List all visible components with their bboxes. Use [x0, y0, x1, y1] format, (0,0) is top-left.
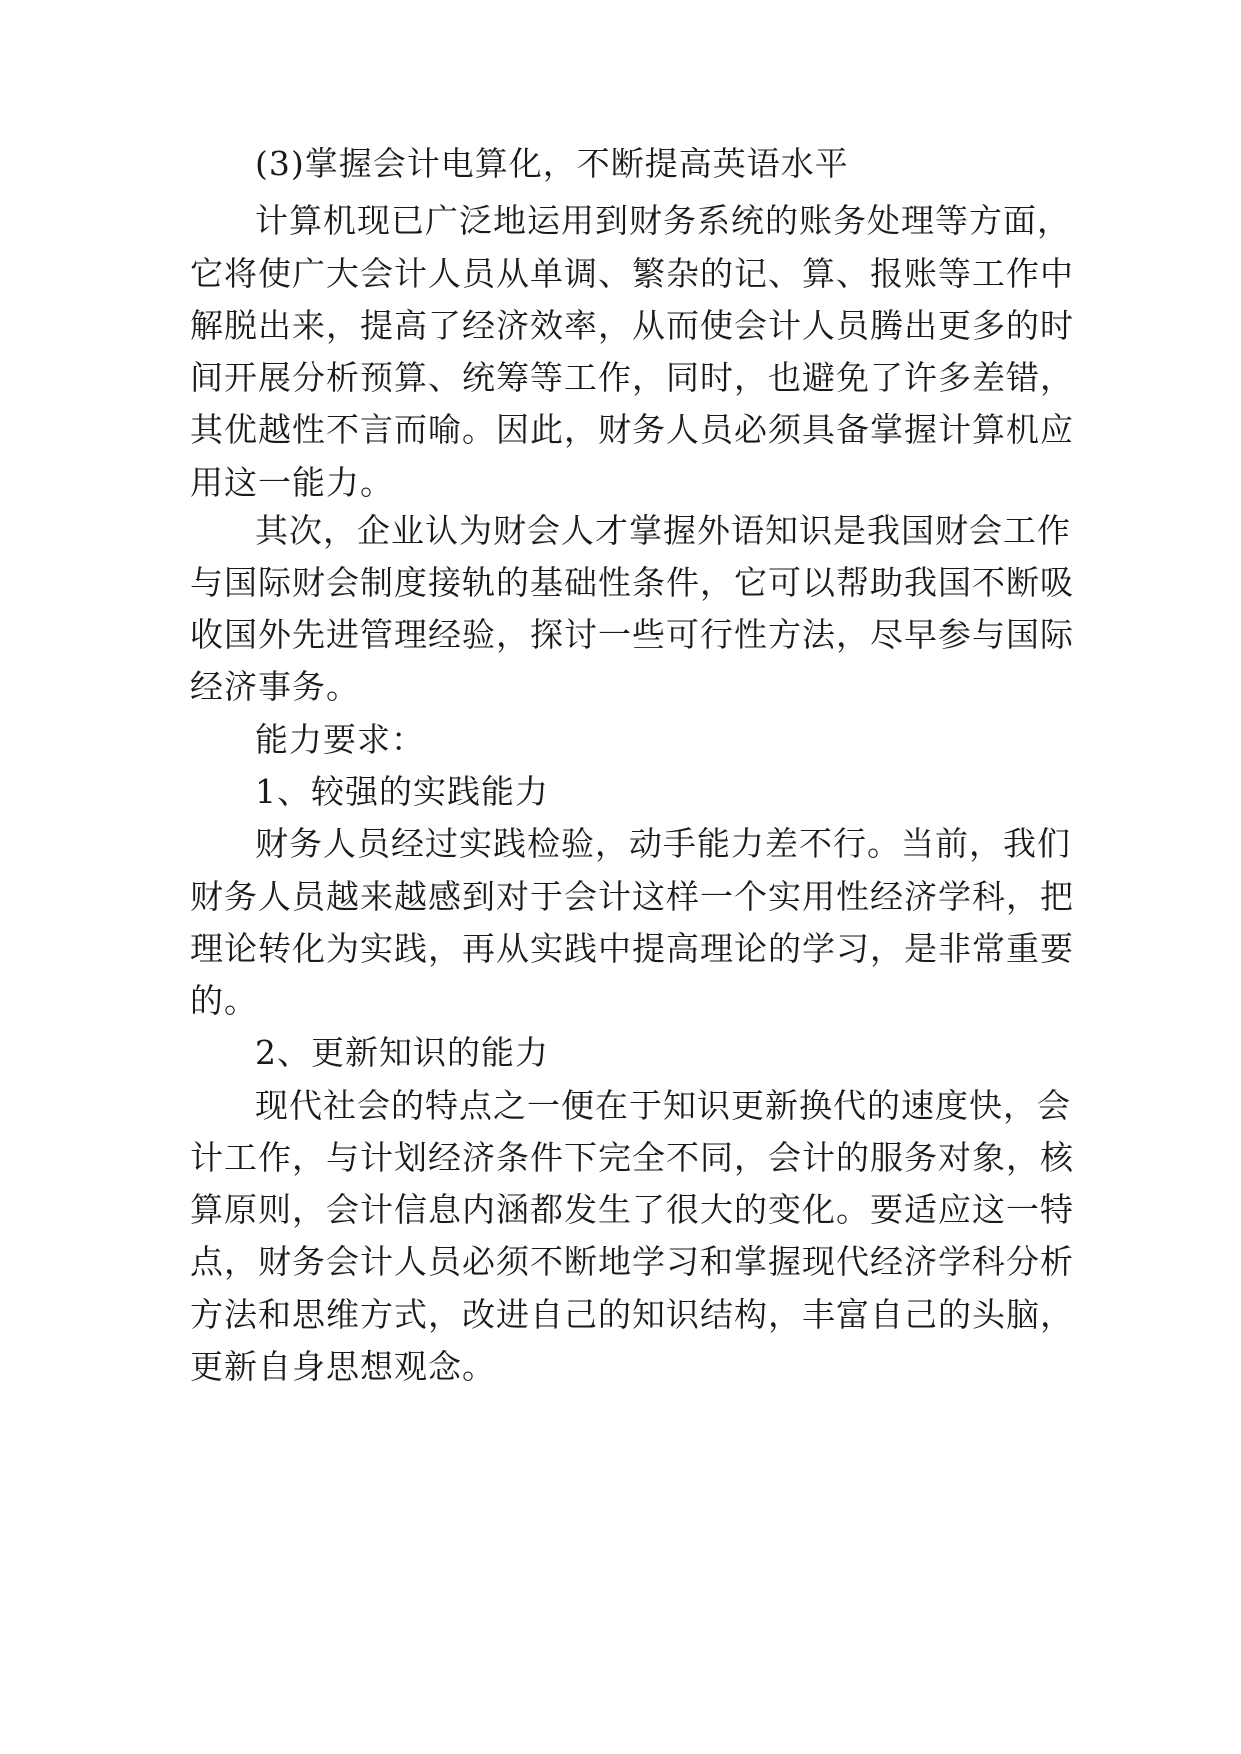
- paragraph-line: 解脱出来，提高了经济效率，从而使会计人员腾出更多的时: [190, 306, 1074, 345]
- paragraph-line: 用这一能力。: [190, 463, 394, 502]
- paragraph-line: 点，财务会计人员必须不断地学习和掌握现代经济学科分析: [190, 1242, 1074, 1281]
- subheading-2: 2、更新知识的能力: [255, 1033, 549, 1072]
- paragraph-line: 算原则，会计信息内涵都发生了很大的变化。要适应这一特: [190, 1190, 1074, 1229]
- heading-3: (3)掌握会计电算化，不断提高英语水平: [255, 144, 849, 183]
- paragraph-line: 方法和思维方式，改进自己的知识结构，丰富自己的头脑，: [190, 1295, 1074, 1334]
- paragraph-line: 的。: [190, 981, 258, 1020]
- paragraph-line: 财务人员经过实践检验，动手能力差不行。当前，我们: [255, 824, 1071, 863]
- paragraph-line: 理论转化为实践，再从实践中提高理论的学习，是非常重要: [190, 929, 1074, 968]
- paragraph-line: 计工作，与计划经济条件下完全不同，会计的服务对象，核: [190, 1138, 1074, 1177]
- paragraph-line: 间开展分析预算、统筹等工作，同时，也避免了许多差错，: [190, 358, 1074, 397]
- paragraph-line: 财务人员越来越感到对于会计这样一个实用性经济学科，把: [190, 877, 1074, 916]
- subheading-1: 1、较强的实践能力: [255, 772, 549, 811]
- paragraph-line: 其次，企业认为财会人才掌握外语知识是我国财会工作: [255, 511, 1071, 550]
- section-heading: 能力要求：: [255, 720, 425, 759]
- paragraph-line: 它将使广大会计人员从单调、繁杂的记、算、报账等工作中: [190, 254, 1074, 293]
- paragraph-line: 其优越性不言而喻。因此，财务人员必须具备掌握计算机应: [190, 410, 1074, 449]
- paragraph-line: 计算机现已广泛地运用到财务系统的账务处理等方面，: [255, 201, 1071, 240]
- paragraph-line: 收国外先进管理经验，探讨一些可行性方法，尽早参与国际: [190, 615, 1074, 654]
- paragraph-line: 与国际财会制度接轨的基础性条件，它可以帮助我国不断吸: [190, 563, 1074, 602]
- paragraph-line: 现代社会的特点之一便在于知识更新换代的速度快，会: [255, 1086, 1071, 1125]
- paragraph-line: 经济事务。: [190, 667, 360, 706]
- paragraph-line: 更新自身思想观念。: [190, 1347, 496, 1386]
